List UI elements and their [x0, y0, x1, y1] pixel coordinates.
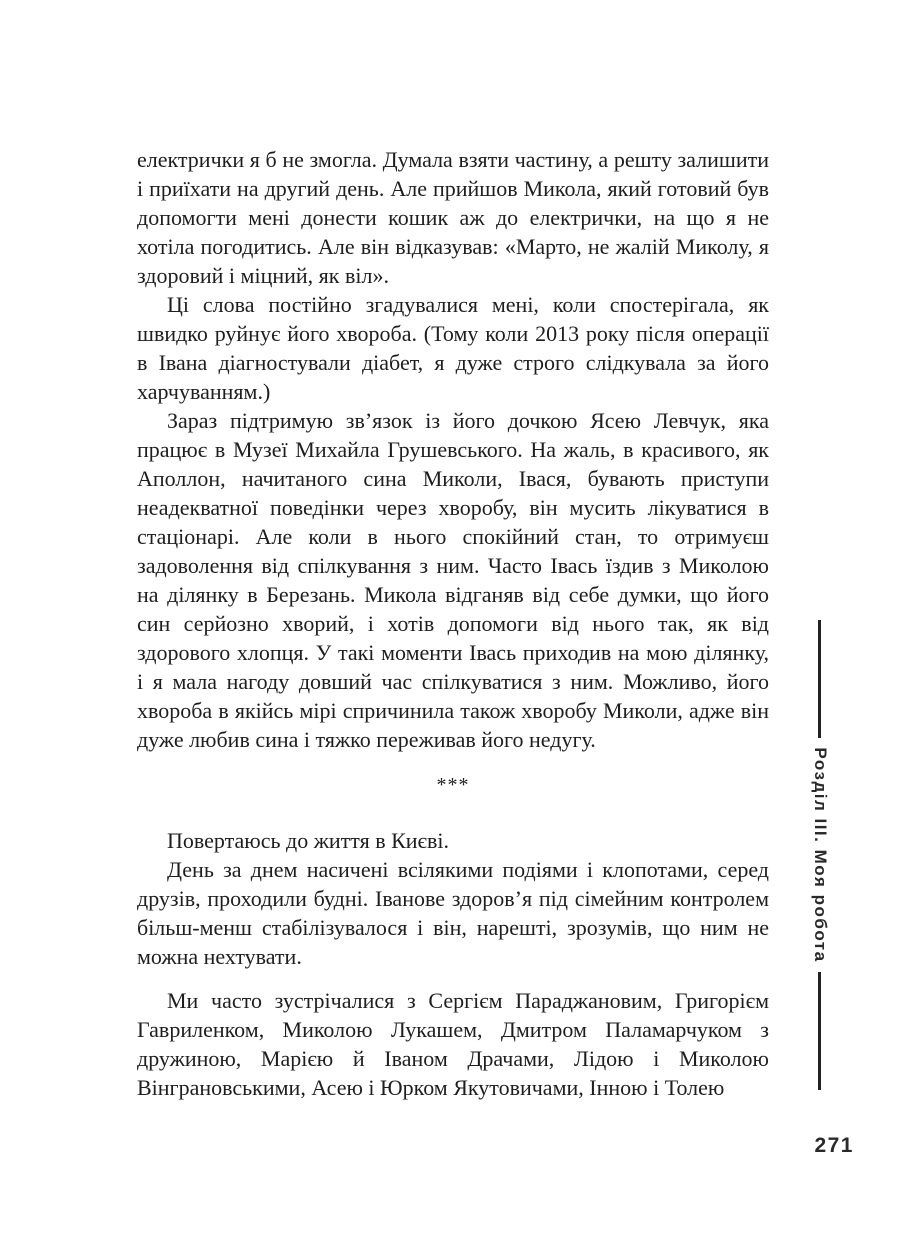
paragraph-4: Повертаюсь до життя в Києві.: [167, 828, 450, 853]
paragraph-3: Зараз підтримую зв’язок із його дочкою Ясею Левчук, яка працює в Музеї Михайла Грушевського. На жаль, в красивого, як Аполлон, начитаного сина Миколи, Івася, бувають приступи неадекватної поведінки через хворобу, він мусить лікуватися в стаціонарі. Але коли в нього спокійний стан, то отримуєш задоволення від спілкування з ним. Часто Івась їздив з Миколою на ділянку в Березань. Микола відганяв від себе думки, що його син серйозно хворий, і хотів допомоги від нього так, як від здорового хлопця. У такі моменти Івась приходив на мою ділянку, і я мала нагоду довший час спілкуватися з ним. Можливо, його хвороба в якійсь мірі спричинила також хворобу Миколи, адже він дуже любив сина і тяжко переживав його недугу.: [137, 408, 769, 752]
chapter-title: Розділ III. Моя робота: [811, 747, 830, 963]
main-text-middle: [137, 826, 769, 971]
main-text-bottom: [137, 986, 769, 1102]
side-rule-bottom: [818, 972, 821, 1090]
side-rule-top: [818, 620, 821, 738]
paragraph-5: День за днем насичені всілякими подіями і клопотами, серед друзів, проходили будні. Іванове здоров’я під сімейним контролем більш-менш стабілізувалося і він, нарешті, зрозумів, що ним не можна нехтувати.: [137, 857, 769, 969]
paragraph-2: Ці слова постійно згадувалися мені, коли спостерігала, як швидко руйнує його хвороба. (Тому коли 2013 року після операції в Івана діагностували діабет, я дуже строго слідкувала за його харчуванням.): [137, 292, 769, 404]
paragraph-6: Ми часто зустрічалися з Сергієм Параджановим, Григорієм Гавриленком, Миколою Лукашем, Дмитром Паламарчуком з дружиною, Марією й Іваном Драчами, Лідою і Миколою Вінграновськими, Асею і Юрком Якутовичами, Інною і Толею: [137, 988, 769, 1100]
paragraph-1: електрички я б не змогла. Думала взяти частину, а решту залишити і приїхати на другий день. Але прийшов Микола, який готовий був допомогти мені донести кошик аж до електрички, на що я не хотіла погодитись. Але він відказував: «Марто, не жалій Миколу, я здоровий і міцний, як віл».: [137, 147, 769, 288]
section-separator: ***: [436, 774, 470, 796]
page-number: 271: [814, 1134, 854, 1157]
main-text-top: [137, 145, 769, 754]
